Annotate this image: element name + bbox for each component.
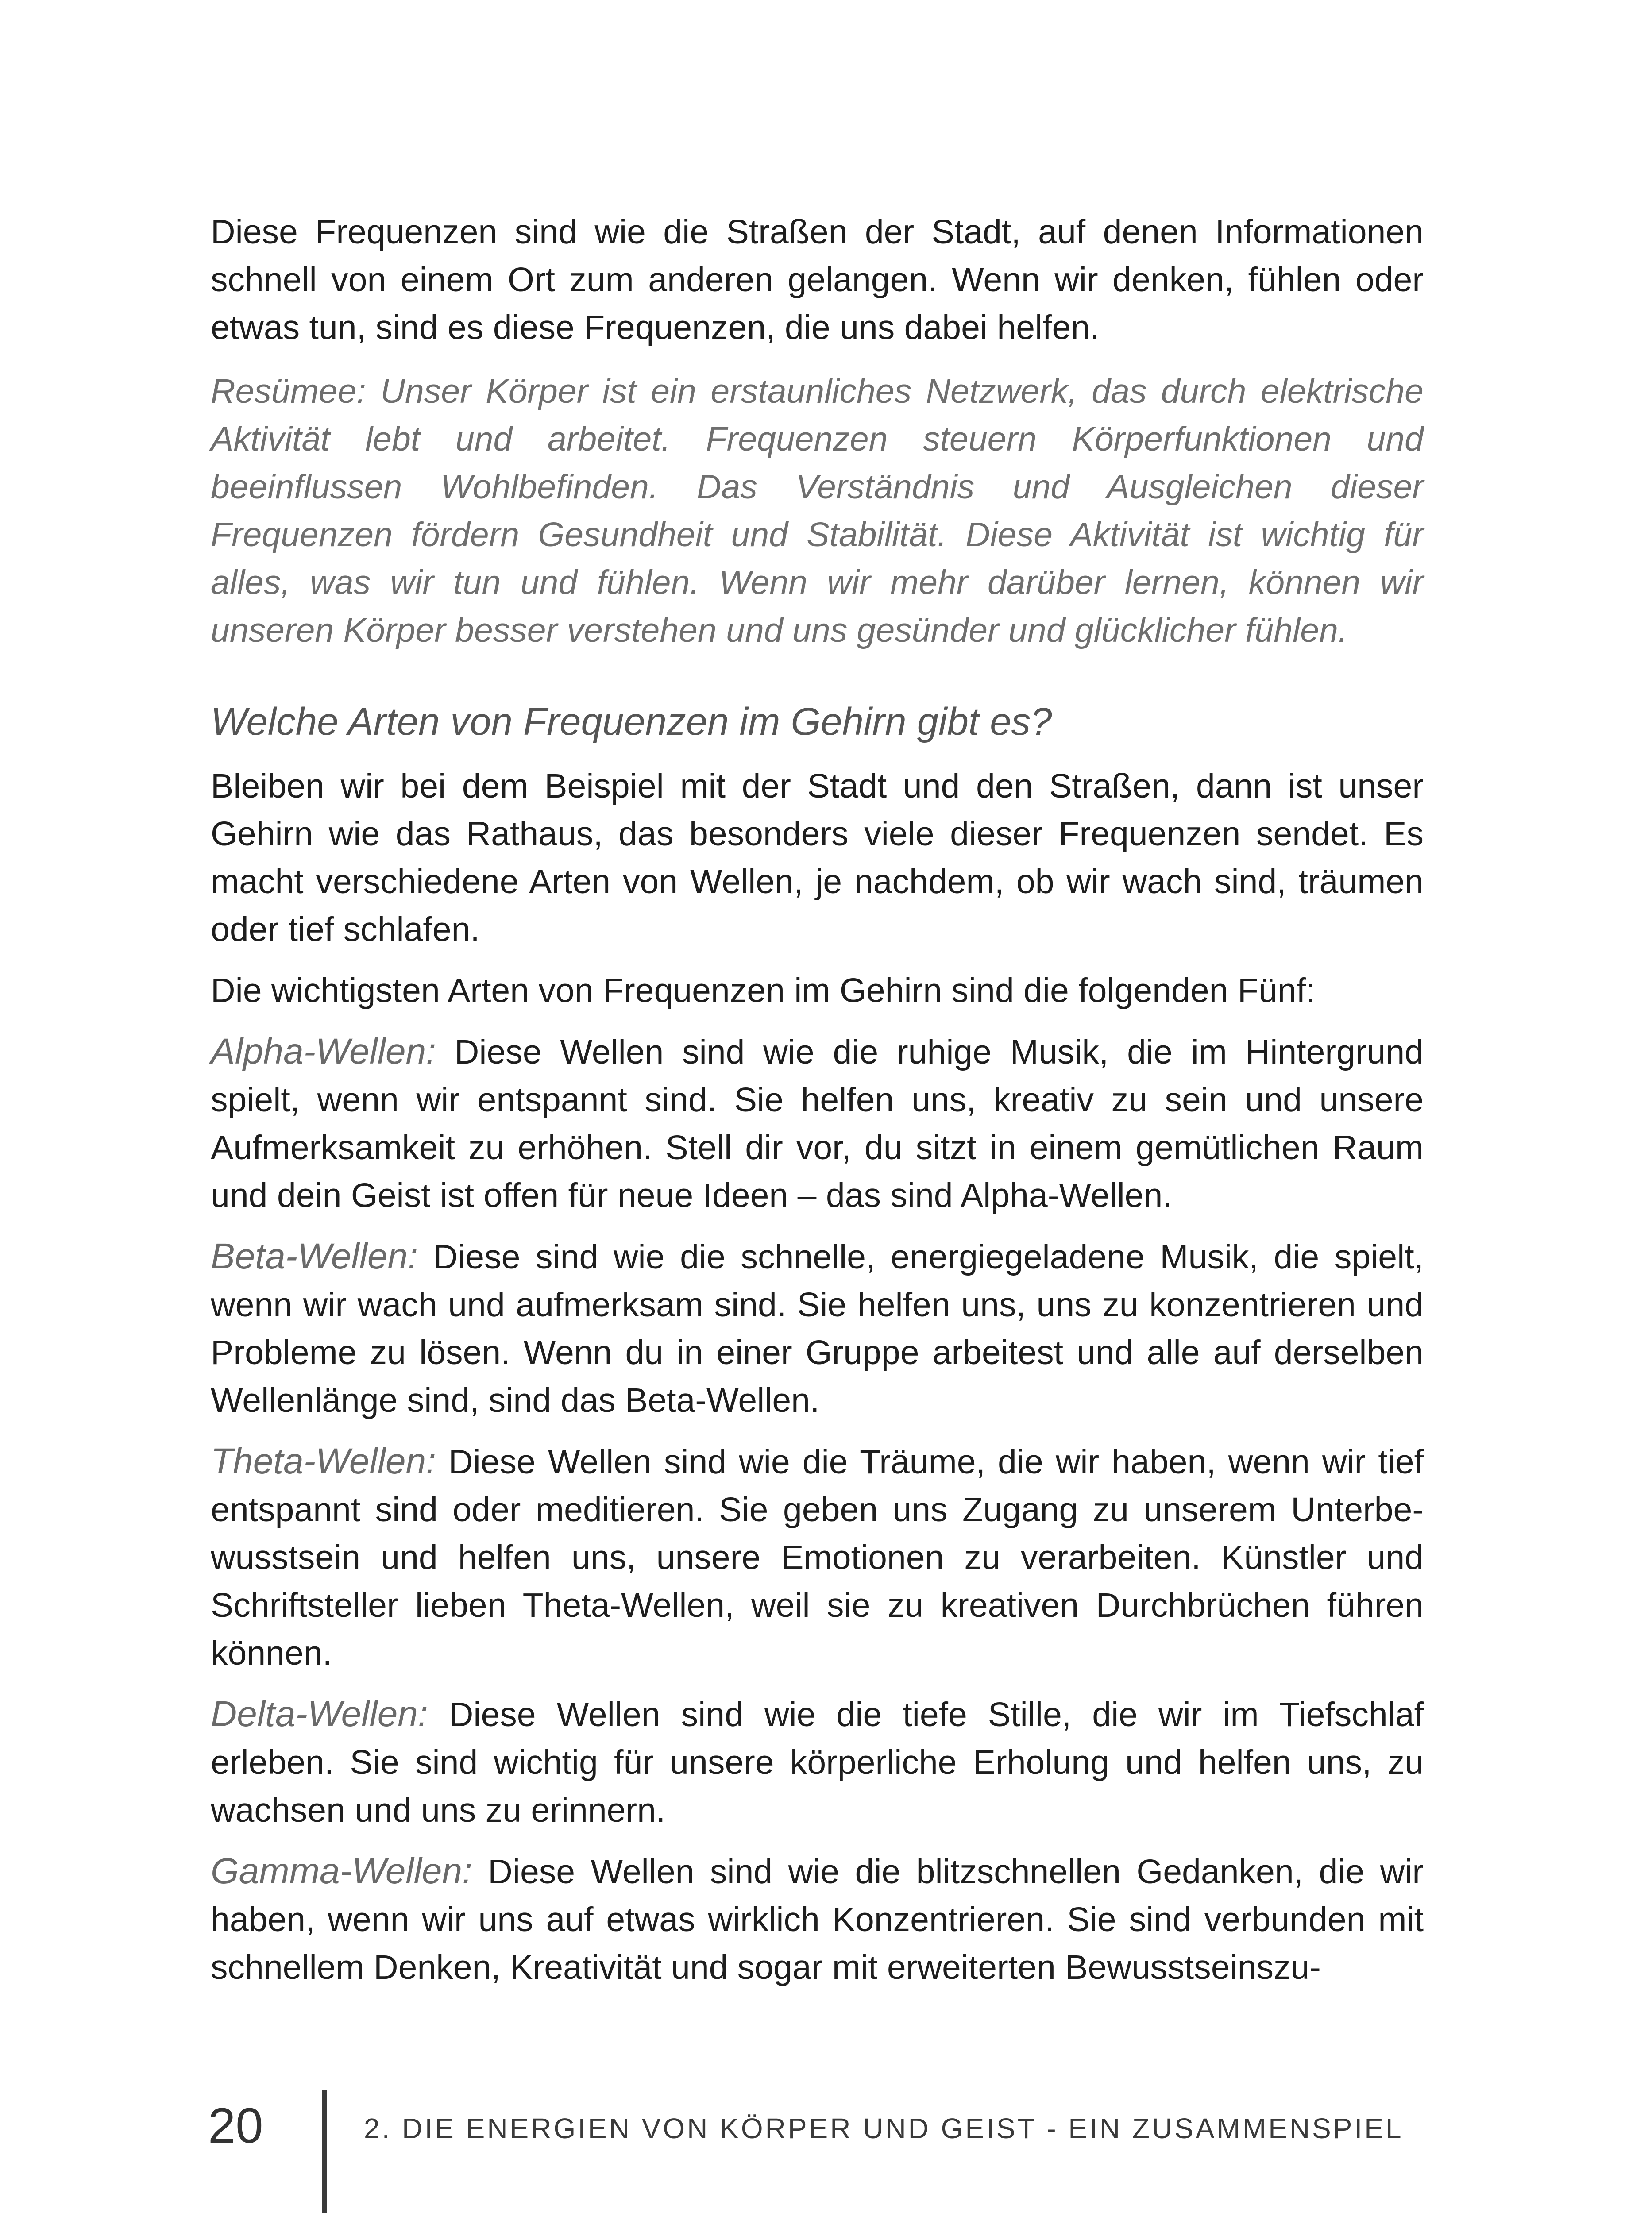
theta-wave-text: Diese Wellen sind wie die Träume, die wir haben, wenn wir tief entspannt sind oder meditieren. Sie geben uns Zugang zu unserem Unterbewusstsein und helfen uns, unsere Emotionen zu verarbeiten. Künstler und Schriftsteller lieben Theta-Wellen, weil sie zu kreativen Durchbrüchen führen können.: [211, 1443, 1424, 1672]
delta-wave-paragraph: [211, 1690, 1424, 1834]
gamma-wave-term: Gamma-Wellen:: [211, 1851, 472, 1891]
page-content: [211, 208, 1424, 1991]
gamma-wave-paragraph: [211, 1847, 1424, 1991]
alpha-wave-term: Alpha-Wellen:: [211, 1031, 436, 1072]
theta-wave-paragraph: [211, 1438, 1424, 1677]
alpha-wave-paragraph: [211, 1028, 1424, 1219]
summary-paragraph: Resümee: Unser Körper ist ein erstaunliches Netzwerk, das durch elektrische Aktivität lebt und arbeitet. Frequenzen steuern Körperfunktionen und beeinflussen Wohlbefinden. Das Verständnis und Ausgleichen dieser Frequenzen fördern Gesundheit und Stabilität. Diese Aktivität ist wichtig für alles, was wir tun und fühlen. Wenn wir mehr darüber lernen, können wir unseren Körper besser verstehen und uns gesünder und glücklicher fühlen.: [211, 372, 1424, 649]
list-intro-paragraph: Die wichtigsten Arten von Frequenzen im Gehirn sind die folgenden Fünf:: [211, 972, 1316, 1010]
intro-paragraph: Diese Frequenzen sind wie die Straßen der Stadt, auf denen Informationen schnell von einem Ort zum anderen gelangen. Wenn wir denken, fühlen oder etwas tun, sind es diese Frequenzen, die uns dabei helfen.: [211, 213, 1424, 347]
alpha-wave-text: Diese Wellen sind wie die ruhige Musik, die im Hintergrund spielt, wenn wir entspannt sind. Sie helfen uns, kreativ zu sein und unsere Aufmerksamkeit zu erhöhen. Stell dir vor, du sitzt in einem gemütlichen Raum und dein Geist ist offen für neue Ideen – das sind Alpha-Wellen.: [211, 1033, 1424, 1214]
section-heading: Welche Arten von Frequenzen im Gehirn gibt es?: [211, 700, 1052, 743]
beta-wave-paragraph: [211, 1233, 1424, 1424]
page-number: 20: [208, 2098, 263, 2153]
footer-divider: [322, 2090, 327, 2213]
beta-wave-term: Beta-Wellen:: [211, 1236, 418, 1276]
beta-wave-text: Diese sind wie die schnelle, energiegeladene Musik, die spielt, wenn wir wach und aufmerksam sind. Sie helfen uns, uns zu konzentrieren und Probleme zu lösen. Wenn du in einer Gruppe arbeitest und alle auf derselben Wellenlänge sind, sind das Beta-Wellen.: [211, 1238, 1424, 1419]
delta-wave-text: Diese Wellen sind wie die tiefe Stille, die wir im Tiefschlaf erleben. Sie sind wichtig für unsere körperliche Erholung und helfen uns, zu wachsen und uns zu erinnern.: [211, 1696, 1424, 1829]
gamma-wave-text: Diese Wellen sind wie die blitzschnellen Gedanken, die wir haben, wenn wir uns auf etwas wirklich Konzentrieren. Sie sind verbunden mit schnellem Denken, Kreativität und sogar mit erweiterten Bewusstseinszu-: [211, 1853, 1424, 1986]
chapter-title: 2. DIE ENERGIEN VON KÖRPER UND GEIST - EIN ZUSAMMENSPIEL: [364, 2113, 1404, 2144]
theta-wave-term: Theta-Wellen:: [211, 1441, 436, 1481]
delta-wave-term: Delta-Wellen:: [211, 1694, 428, 1734]
city-paragraph: Bleiben wir bei dem Beispiel mit der Stadt und den Straßen, dann ist unser Gehirn wie das Rathaus, das besonders viele dieser Frequenzen sendet. Es macht verschiedene Arten von Wellen, je nachdem, ob wir wach sind, träumen oder tief schlafen.: [211, 767, 1424, 948]
